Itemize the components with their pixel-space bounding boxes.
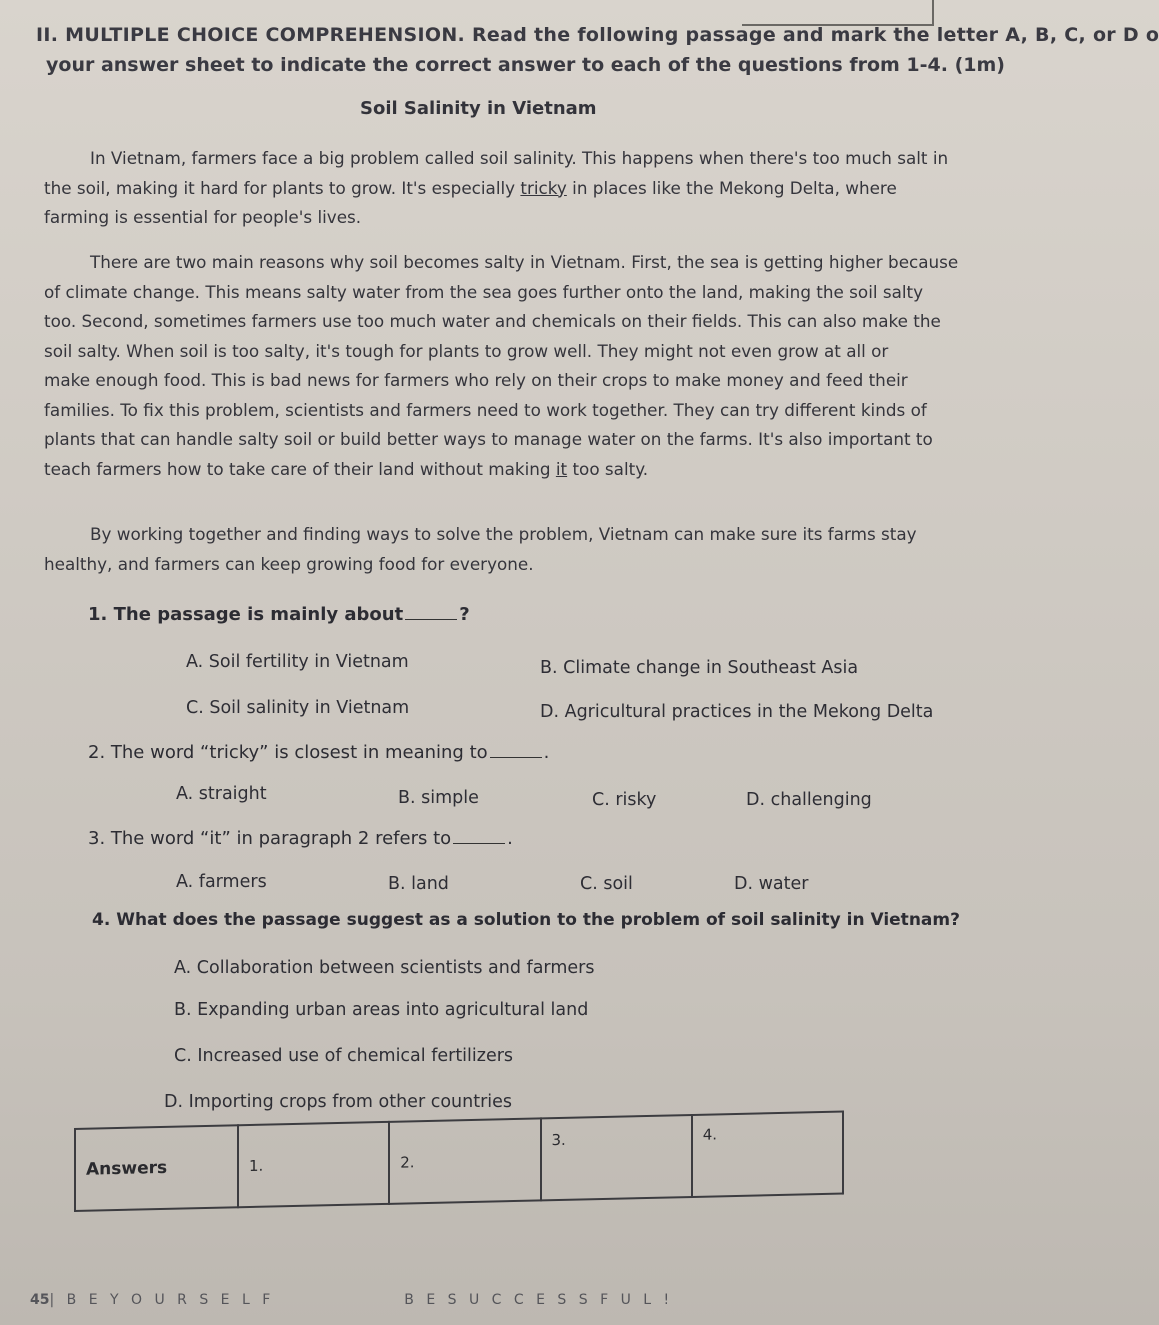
footer-left-motto: | B E Y O U R S E L F [49, 1292, 275, 1308]
p2-line: of climate change. This means salty water from the sea goes further onto the land, making the soil salty [44, 281, 924, 302]
underlined-word-tricky: tricky [520, 177, 567, 198]
p2-line: too. Second, sometimes farmers use too much water and chemicals on their fields. This can also make the [44, 311, 941, 331]
q3-option-a[interactable]: A. farmers [176, 872, 267, 892]
paragraph-1 [44, 144, 1014, 233]
answer-blank [453, 843, 505, 844]
p3-line: By working together and finding ways to solve the problem, Vietnam can make sure its farms stay [90, 524, 917, 544]
page-number: 45 [30, 1292, 50, 1308]
q4-option-d[interactable]: D. Importing crops from other countries [164, 1092, 513, 1112]
q3-option-d[interactable]: D. water [734, 874, 809, 894]
p1-line: farming is essential for people's lives. [44, 207, 362, 227]
underlined-word-it: it [555, 458, 568, 479]
p2-line: There are two main reasons why soil becomes salty in Vietnam. First, the sea is getting higher because [90, 252, 959, 272]
answers-label: Answers [75, 1125, 238, 1211]
footer-right-motto: B E S U C C E S S F U L ! [404, 1292, 674, 1308]
answer-cell-1[interactable]: 1. [238, 1122, 389, 1207]
paragraph-3 [44, 520, 1014, 579]
q3-option-b[interactable]: B. land [388, 874, 449, 894]
q2-option-a[interactable]: A. straight [176, 784, 267, 804]
p2-line: teach farmers how to take care of their land without making it too salty. [44, 458, 649, 479]
p2-line: soil salty. When soil is too salty, it's tough for plants to grow well. They might not even grow at all or [44, 340, 889, 361]
q4-option-c[interactable]: C. Increased use of chemical fertilizers [174, 1046, 514, 1066]
p1-line: In Vietnam, farmers face a big problem called soil salinity. This happens when there's too much salt in [90, 148, 949, 168]
question-2-stem: 2. The word “tricky” is closest in meaning to . [88, 742, 550, 763]
p2-line: plants that can handle salty soil or build better ways to manage water on the farms. It's also important to [44, 429, 933, 449]
p2-line: make enough food. This is bad news for farmers who rely on their crops to make money and feed their [44, 370, 908, 390]
answer-cell-3[interactable]: 3. [541, 1115, 692, 1200]
instructions-line-2: your answer sheet to indicate the correct answer to each of the questions from 1-4. (1m) [46, 54, 1005, 76]
answer-blank [490, 757, 542, 758]
q2-option-b[interactable]: B. simple [398, 788, 479, 808]
question-4-stem: 4. What does the passage suggest as a solution to the problem of soil salinity in Vietnam? [92, 910, 960, 930]
q4-option-b[interactable]: B. Expanding urban areas into agricultural land [174, 1000, 589, 1020]
question-1-stem: 1. The passage is mainly about ? [88, 604, 470, 625]
q1-option-d[interactable]: D. Agricultural practices in the Mekong Delta [540, 702, 934, 722]
q2-option-c[interactable]: C. risky [592, 790, 657, 810]
q3-option-c[interactable]: C. soil [580, 874, 633, 894]
paragraph-2 [44, 248, 1014, 484]
answer-cell-2[interactable]: 2. [389, 1118, 540, 1203]
passage-title: Soil Salinity in Vietnam [360, 98, 597, 119]
p3-line: healthy, and farmers can keep growing food for everyone. [44, 553, 534, 574]
question-3-stem: 3. The word “it” in paragraph 2 refers to . [88, 828, 513, 849]
section-instructions [36, 20, 1159, 80]
answer-blank [405, 619, 457, 620]
answers-table [74, 1111, 844, 1212]
q1-option-c[interactable]: C. Soil salinity in Vietnam [186, 698, 410, 718]
q1-option-b[interactable]: B. Climate change in Southeast Asia [540, 658, 859, 678]
p1-line: the soil, making it hard for plants to grow. It's especially tricky in places like the Mekong Delta, where [44, 177, 897, 198]
p2-line: families. To fix this problem, scientists and farmers need to work together. They can try different kinds of [44, 399, 927, 420]
q4-option-a[interactable]: A. Collaboration between scientists and farmers [174, 958, 595, 978]
instructions-line-1: II. MULTIPLE CHOICE COMPREHENSION. Read the following passage and mark the letter A, B, C, or D o [36, 24, 1159, 46]
answer-cell-4[interactable]: 4. [692, 1112, 843, 1197]
q2-option-d[interactable]: D. challenging [746, 790, 872, 810]
q1-option-a[interactable]: A. Soil fertility in Vietnam [186, 652, 409, 672]
page-footer [30, 1292, 673, 1308]
